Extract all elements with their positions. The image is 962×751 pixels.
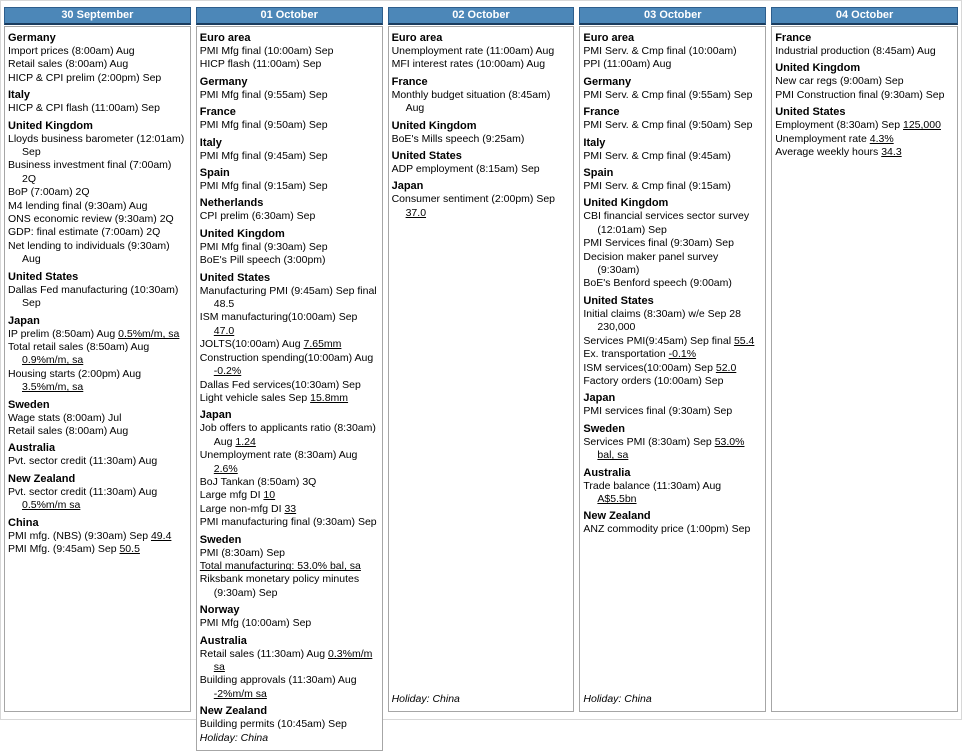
country-section [583, 166, 762, 193]
country-section [8, 441, 187, 468]
event-line [200, 379, 379, 392]
event-line [200, 392, 379, 405]
event-line [583, 237, 762, 250]
event-line [583, 335, 762, 348]
event-text: PMI Serv. & Cmp final (9:45am) [583, 149, 731, 162]
event-text: Business investment final (7:00am) 2Q [8, 159, 172, 185]
sections [583, 28, 762, 537]
country-name: Italy [199, 136, 222, 149]
event-value: A$5.5bn [597, 492, 637, 505]
country-section [200, 408, 379, 529]
event-line [200, 58, 379, 71]
event-value: 15.8mm [310, 391, 349, 404]
event-text: PMI Mfg final (9:15am) Sep [199, 180, 328, 193]
event-text: HICP flash (11:00am) Sep [199, 58, 322, 71]
country-section [583, 196, 762, 290]
country-section [200, 603, 379, 630]
event-text: BoE's Mills speech (9:25am) [391, 132, 525, 145]
event-value: 0.3%m/m sa [213, 647, 373, 673]
event-value: 2.6% [213, 462, 238, 475]
country-name: United States [199, 271, 271, 284]
event-line [200, 449, 379, 476]
day-column [196, 7, 383, 744]
country-name: Japan [199, 409, 232, 422]
country-section [583, 509, 762, 536]
event-text: Building permits (10:45am) Sep [199, 718, 347, 731]
event-text: Dallas Fed manufacturing (10:30am) Sep [8, 283, 179, 310]
country-section [583, 466, 762, 507]
event-text: Unemployment rate (8:30am) Aug [199, 449, 358, 462]
event-line [8, 45, 187, 58]
event-line [392, 133, 571, 146]
event-text: Consumer sentiment (2:00pm) Sep [391, 193, 555, 206]
country-section [775, 61, 954, 102]
event-line [392, 58, 571, 71]
event-text: Manufacturing PMI (9:45am) Sep final 48.5 [199, 284, 377, 311]
event-line [8, 412, 187, 425]
event-line [583, 180, 762, 193]
day-header: 01 October [196, 7, 383, 25]
country-name: United Kingdom [391, 119, 477, 132]
event-text: Decision maker panel survey (9:30am) [583, 250, 719, 277]
event-text: PMI Serv. & Cmp final (10:00am) [583, 45, 737, 57]
event-text: MFI interest rates (10:00am) Aug [391, 58, 546, 71]
event-line [200, 352, 379, 379]
country-section [775, 31, 954, 58]
event-text: ADP employment (8:15am) Sep [391, 163, 540, 176]
event-line [200, 422, 379, 449]
event-text: ONS economic review (9:30am) 2Q [8, 213, 174, 226]
event-text: Trade balance (11:30am) Aug [583, 479, 722, 492]
event-value: 0.5%m/m, sa [118, 327, 180, 340]
event-value: 4.3% [869, 132, 894, 145]
country-name: New Zealand [8, 472, 76, 485]
event-text: Pvt. sector credit (11:30am) Aug [8, 485, 158, 498]
holiday-note: Holiday: China [199, 731, 269, 744]
event-line [775, 119, 954, 132]
event-line [583, 251, 762, 278]
event-line [8, 133, 187, 160]
event-line [392, 193, 571, 220]
event-text: Job offers to applicants ratio (8:30am) Aug [199, 422, 376, 448]
country-section [583, 294, 762, 388]
event-value: 52.0 [715, 361, 737, 374]
country-name: United States [775, 106, 846, 119]
event-line [200, 119, 379, 132]
event-line [200, 45, 379, 58]
country-name: Japan [391, 180, 424, 193]
country-name: Netherlands [199, 197, 264, 210]
event-text: IP prelim (8:50am) Aug [8, 327, 119, 340]
event-text: CBI financial services sector survey (12:01am) Sep [583, 210, 750, 236]
event-text: PMI mfg. (NBS) (9:30am) Sep [8, 529, 151, 542]
event-value: 53.0% bal, sa [597, 435, 745, 462]
event-line [583, 277, 762, 290]
event-line [200, 573, 379, 600]
event-value: Total manufacturing: 53.0% bal, sa [199, 559, 361, 572]
country-name: United Kingdom [8, 119, 93, 132]
country-name: Norway [199, 604, 240, 617]
event-line [200, 674, 379, 701]
event-line [775, 89, 954, 102]
country-name: New Zealand [583, 510, 651, 523]
country-section [8, 119, 187, 267]
country-section [200, 533, 379, 601]
event-line [775, 45, 954, 58]
event-text: PMI Serv. & Cmp final (9:50am) Sep [583, 119, 753, 132]
event-line [8, 186, 187, 199]
day-column [579, 7, 766, 712]
event-text: PMI Construction final (9:30am) Sep [775, 88, 945, 101]
event-text: PMI Mfg. (9:45am) Sep [8, 542, 120, 555]
event-value: 33 [284, 502, 297, 515]
event-text: PMI (8:30am) Sep [199, 546, 285, 559]
event-line [583, 362, 762, 375]
event-line [583, 58, 762, 71]
country-section [200, 136, 379, 163]
event-line [8, 159, 187, 186]
country-name: United Kingdom [199, 227, 285, 240]
event-line [8, 455, 187, 468]
sections [8, 28, 187, 556]
country-name: United Kingdom [775, 62, 861, 75]
event-text: BoE's Benford speech (9:00am) [583, 277, 732, 290]
event-line [392, 163, 571, 176]
country-name: Sweden [8, 398, 50, 411]
event-line [583, 480, 762, 507]
country-section [8, 516, 187, 557]
event-text: Unemployment rate [775, 132, 870, 145]
country-name: France [583, 106, 620, 119]
event-text: CPI prelim (6:30am) Sep [199, 210, 316, 223]
event-text: PMI manufacturing final (9:30am) Sep [199, 516, 377, 529]
event-text: Housing starts (2:00pm) Aug [8, 367, 142, 380]
event-line [583, 89, 762, 102]
event-text: Retail sales (11:30am) Aug [199, 647, 329, 660]
event-text: PMI Serv. & Cmp final (9:15am) [583, 180, 731, 193]
event-text: Riksbank monetary policy minutes (9:30am) Sep [199, 573, 360, 599]
country-name: France [775, 32, 812, 44]
event-line [200, 560, 379, 573]
country-name: Sweden [583, 422, 625, 435]
event-line [200, 547, 379, 560]
event-value: 0.5%m/m sa [22, 499, 81, 512]
country-section [583, 422, 762, 463]
event-text: Import prices (8:00am) Aug [8, 45, 135, 57]
day-column [771, 7, 958, 712]
country-name: New Zealand [199, 705, 268, 718]
event-line [583, 45, 762, 58]
event-value: 7.65mm [303, 338, 342, 351]
country-name: China [8, 516, 39, 529]
event-line [8, 240, 187, 267]
country-section [392, 31, 571, 72]
event-line [392, 89, 571, 116]
event-value: 1.24 [235, 435, 256, 448]
event-text: Construction spending(10:00am) Aug [199, 351, 374, 364]
event-text: Large mfg DI [199, 489, 264, 502]
country-name: Australia [583, 466, 631, 479]
event-line [8, 200, 187, 213]
event-text: Net lending to individuals (9:30am) Aug [8, 239, 170, 266]
event-line [200, 476, 379, 489]
country-name: United Kingdom [583, 197, 669, 210]
event-line [775, 146, 954, 159]
event-text: Dallas Fed services(10:30am) Sep [199, 378, 361, 391]
country-name: Sweden [199, 533, 242, 546]
day-header: 04 October [771, 7, 958, 25]
event-text: Wage stats (8:00am) Jul [8, 411, 122, 424]
event-text: PMI Mfg final (9:55am) Sep [199, 88, 328, 101]
event-line [8, 425, 187, 438]
country-name: France [391, 75, 428, 88]
event-text: HICP & CPI prelim (2:00pm) Sep [8, 71, 162, 84]
event-value: 47.0 [213, 324, 235, 337]
country-section [200, 166, 379, 193]
country-name: Germany [583, 75, 632, 88]
event-line [200, 285, 379, 312]
country-section [200, 227, 379, 268]
event-line [583, 348, 762, 361]
country-section [775, 105, 954, 159]
event-value: 49.4 [150, 529, 172, 542]
event-text: PMI Serv. & Cmp final (9:55am) Sep [583, 88, 753, 101]
day-header: 02 October [388, 7, 575, 25]
day-header: 03 October [579, 7, 766, 25]
event-line [583, 210, 762, 237]
event-line [8, 284, 187, 311]
country-section [583, 136, 762, 163]
event-text: Retail sales (8:00am) Aug [8, 58, 129, 71]
country-section [392, 149, 571, 176]
event-text: M4 lending final (9:30am) Aug [8, 199, 148, 212]
event-line [583, 405, 762, 418]
country-section [200, 271, 379, 406]
event-line [200, 489, 379, 502]
event-text: PMI Services final (9:30am) Sep [583, 237, 734, 250]
country-name: Spain [199, 167, 230, 180]
economic-calendar [4, 7, 958, 744]
country-section [200, 704, 379, 731]
event-line [392, 45, 571, 58]
holiday-note: Holiday: China [391, 693, 460, 705]
country-name: Australia [8, 442, 56, 455]
country-name: Australia [199, 634, 247, 647]
event-text: Average weekly hours [775, 146, 882, 159]
country-section [200, 105, 379, 132]
event-line [583, 119, 762, 132]
country-name: Japan [8, 314, 40, 327]
country-section [583, 75, 762, 102]
country-section [8, 88, 187, 115]
day-body [579, 26, 766, 712]
event-text: Monthly budget situation (8:45am) Aug [391, 88, 551, 115]
event-line [200, 311, 379, 338]
event-text: HICP & CPI flash (11:00am) Sep [8, 102, 160, 115]
event-text: BoP (7:00am) 2Q [8, 186, 90, 199]
event-line [775, 75, 954, 88]
event-line [200, 180, 379, 193]
event-text: JOLTS(10:00am) Aug [199, 338, 304, 351]
event-line [8, 543, 187, 556]
country-section [200, 634, 379, 702]
country-name: United States [8, 270, 79, 283]
country-section [392, 179, 571, 220]
sections [775, 28, 954, 159]
event-value: 34.3 [881, 146, 902, 159]
event-text: Unemployment rate (11:00am) Aug [391, 45, 555, 57]
event-text: PMI Mfg final (9:50am) Sep [199, 119, 328, 132]
day-column [4, 7, 191, 712]
event-text: Initial claims (8:30am) w/e Sep 28 230,000 [583, 307, 741, 334]
event-line [8, 486, 187, 513]
day-body [771, 26, 958, 712]
event-line [583, 308, 762, 335]
event-line [583, 375, 762, 388]
country-section [583, 105, 762, 132]
event-line [200, 718, 379, 731]
country-name: France [199, 106, 236, 119]
event-text: ISM services(10:00am) Sep [583, 361, 716, 374]
country-section [392, 75, 571, 116]
event-text: GDP: final estimate (7:00am) 2Q [8, 226, 161, 239]
event-line [8, 102, 187, 115]
event-line [775, 133, 954, 146]
country-section [200, 196, 379, 223]
event-line [8, 213, 187, 226]
event-line [8, 341, 187, 368]
country-section [200, 75, 379, 102]
country-name: Italy [583, 136, 606, 149]
event-text: Large non-mfg DI [199, 502, 285, 515]
country-name: Italy [8, 89, 31, 102]
event-line [200, 516, 379, 529]
event-text: Services PMI (8:30am) Sep [583, 435, 715, 448]
event-text: Lloyds business barometer (12:01am) Sep [8, 132, 185, 159]
day-header: 30 September [4, 7, 191, 25]
event-text: Total retail sales (8:50am) Aug [8, 340, 150, 353]
event-value: -0.1% [668, 348, 697, 361]
event-text: PMI Mfg final (9:30am) Sep [199, 240, 328, 253]
event-text: Pvt. sector credit (11:30am) Aug [8, 455, 158, 468]
event-value: 125,000 [903, 119, 941, 132]
country-section [583, 31, 762, 72]
event-text: Factory orders (10:00am) Sep [583, 374, 724, 387]
event-text: Light vehicle sales Sep [199, 391, 311, 404]
event-line [200, 89, 379, 102]
event-line [200, 254, 379, 267]
country-name: United States [391, 150, 462, 163]
event-line [8, 226, 187, 239]
day-body [196, 26, 383, 751]
event-text: ANZ commodity price (1:00pm) Sep [583, 523, 751, 536]
sections [200, 28, 379, 732]
event-text: Building approvals (11:30am) Aug [199, 674, 357, 687]
day-body [4, 26, 191, 712]
event-value: 3.5%m/m, sa [22, 381, 84, 394]
event-line [200, 150, 379, 163]
day-column [388, 7, 575, 712]
country-name: Spain [583, 167, 614, 180]
event-text: Services PMI(9:45am) Sep final [583, 334, 734, 347]
event-text: Industrial production (8:45am) Aug [775, 45, 936, 57]
event-line [583, 436, 762, 463]
event-line [200, 648, 379, 675]
event-value: 55.4 [733, 334, 755, 347]
event-line [8, 530, 187, 543]
event-text: Ex. transportation [583, 348, 669, 361]
event-text: PMI Mfg final (10:00am) Sep [199, 45, 334, 57]
country-section [8, 31, 187, 85]
event-line [8, 328, 187, 341]
country-section [8, 270, 187, 311]
day-body [388, 26, 575, 712]
event-text: ISM manufacturing(10:00am) Sep [199, 311, 358, 324]
holiday-note: Holiday: China [583, 693, 652, 705]
country-name: Japan [583, 392, 616, 405]
country-name: Germany [199, 75, 248, 88]
country-name: United States [583, 294, 654, 307]
event-value: -0.2% [213, 365, 242, 378]
country-section [8, 398, 187, 439]
event-line [200, 210, 379, 223]
event-text: PPI (11:00am) Aug [583, 58, 672, 71]
country-name: Euro area [583, 32, 635, 44]
event-line [200, 338, 379, 351]
event-text: Employment (8:30am) Sep [775, 119, 903, 132]
country-section [200, 31, 379, 72]
event-line [583, 523, 762, 536]
event-text: BoE's Pill speech (3:00pm) [199, 254, 326, 267]
event-value: 50.5 [119, 542, 140, 555]
event-text: PMI Mfg (10:00am) Sep [199, 617, 312, 630]
sections [392, 28, 571, 220]
event-value: 10 [263, 489, 276, 502]
country-section [8, 472, 187, 513]
event-line [200, 241, 379, 254]
country-name: Euro area [391, 32, 443, 44]
event-line [200, 617, 379, 630]
event-line [8, 72, 187, 85]
country-name: Germany [8, 32, 56, 44]
event-text: New car regs (9:00am) Sep [775, 75, 904, 88]
event-text: Retail sales (8:00am) Aug [8, 424, 129, 437]
event-text: PMI Mfg final (9:45am) Sep [199, 149, 328, 162]
country-name: Euro area [199, 32, 251, 44]
event-value: 37.0 [405, 206, 427, 219]
event-line [583, 150, 762, 163]
event-line [8, 58, 187, 71]
event-value: -2%m/m sa [213, 687, 267, 700]
country-section [8, 314, 187, 395]
event-text: BoJ Tankan (8:50am) 3Q [199, 475, 317, 488]
event-text: PMI services final (9:30am) Sep [583, 405, 733, 418]
event-line [8, 368, 187, 395]
event-line [200, 503, 379, 516]
country-section [583, 391, 762, 418]
country-section [392, 119, 571, 146]
event-value: 0.9%m/m, sa [22, 354, 84, 367]
